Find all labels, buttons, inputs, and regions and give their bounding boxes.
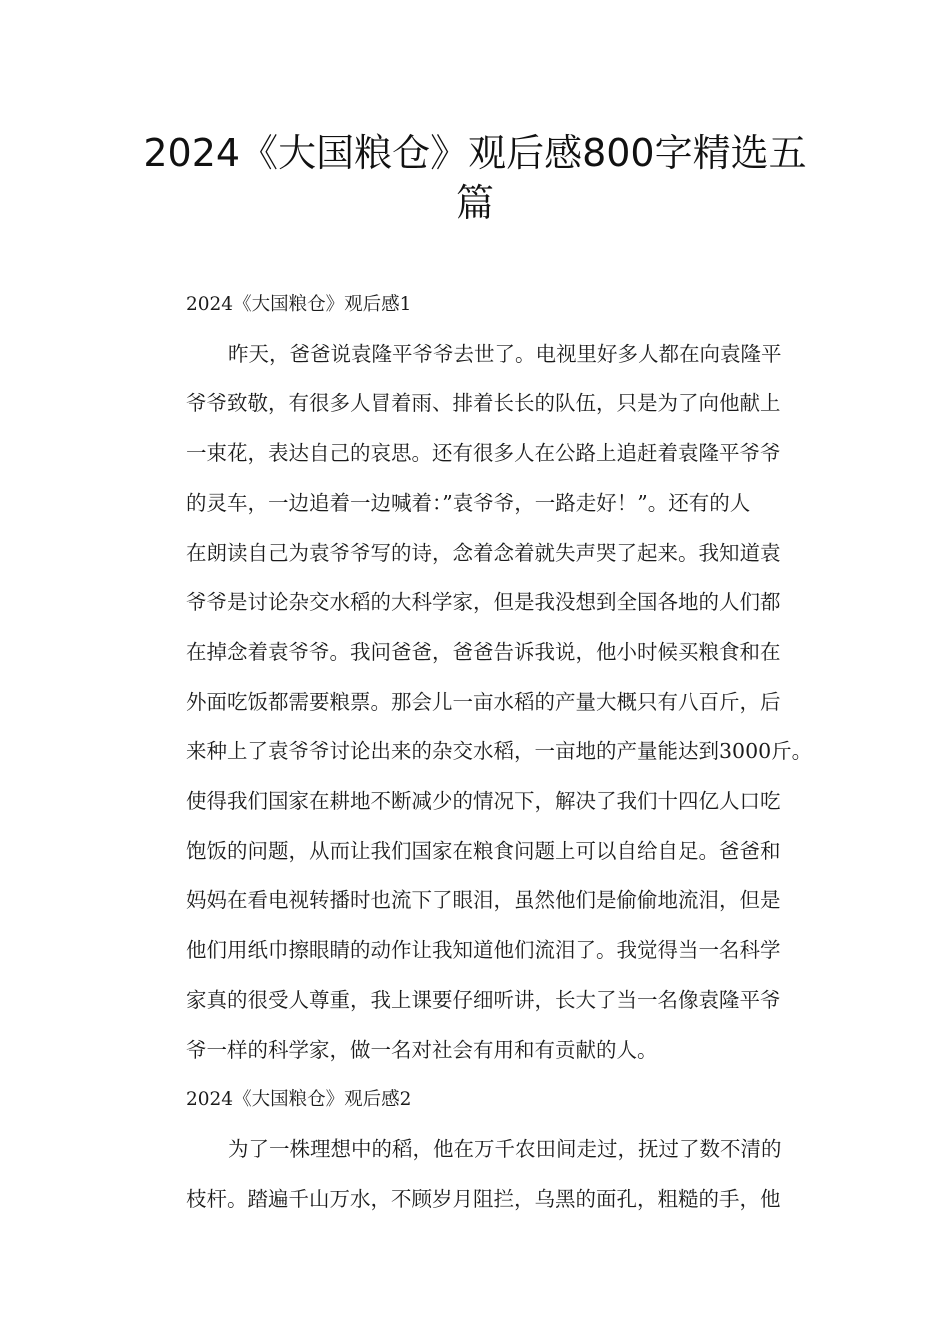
paragraph-line: 来种上了袁爷爷讨论出来的杂交水稻，一亩地的产量能达到3000斤。 [186, 739, 813, 764]
paragraph-line: 的灵车，一边追着一边喊着：”袁爷爷，一路走好！”。还有的人 [186, 490, 751, 515]
paragraph-1 [144, 330, 813, 1076]
paragraph-line: 为了一株理想中的稻，他在万千农田间走过，抚过了数不清的 [228, 1136, 782, 1161]
paragraph-line: 家真的很受人尊重，我上课要仔细听讲，长大了当一名像袁隆平爷 [186, 987, 781, 1012]
document-title [120, 128, 830, 228]
paragraph-line: 饱饭的问题，从而让我们国家在粮食问题上可以自给自足。爸爸和 [186, 838, 781, 863]
paragraph-line: 在朗读自己为袁爷爷写的诗，念着念着就失声哭了起来。我知道袁 [186, 540, 781, 565]
paragraph-line: 枝杆。踏遍千山万水，不顾岁月阻拦，乌黑的面孔，粗糙的手，他 [186, 1186, 781, 1211]
paragraph-line: 爷爷是讨论杂交水稻的大科学家，但是我没想到全国各地的人们都 [186, 590, 781, 615]
paragraph-line: 一束花，表达自己的哀思。还有很多人在公路上追赶着袁隆平爷爷 [186, 441, 781, 466]
paragraph-line: 使得我们国家在耕地不断减少的情况下，解决了我们十四亿人口吃 [186, 789, 781, 814]
section-heading-1: 2024《大国粮仓》观后感1 [186, 294, 412, 315]
title-line-1: 2024《大国粮仓》观后感800字精选五 [143, 131, 807, 175]
paragraph-line: 爷爷致敬，有很多人冒着雨、排着长长的队伍，只是为了向他献上 [186, 391, 781, 416]
section-heading-2: 2024《大国粮仓》观后感2 [186, 1089, 412, 1111]
paragraph-line: 外面吃饭都需要粮票。那会儿一亩水稻的产量大概只有八百斤，后 [186, 689, 781, 714]
paragraph-line: 他们用纸巾擦眼睛的动作让我知道他们流泪了。我觉得当一名科学 [186, 938, 781, 963]
paragraph-line: 在掉念着袁爷爷。我问爸爸，爸爸告诉我说，他小时候买粮食和在 [186, 639, 781, 664]
paragraph-line: 昨天，爸爸说袁隆平爷爷去世了。电视里好多人都在向袁隆平 [228, 341, 782, 366]
paragraph-line: 爷一样的科学家，做一名对社会有用和有贡献的人。 [186, 1037, 658, 1062]
document-body [144, 280, 813, 1224]
paragraph-line: 妈妈在看电视转播时也流下了眼泪，虽然他们是偷偷地流泪，但是 [186, 888, 781, 913]
title-line-2: 篇 [455, 181, 494, 225]
paragraph-2 [144, 1125, 806, 1224]
